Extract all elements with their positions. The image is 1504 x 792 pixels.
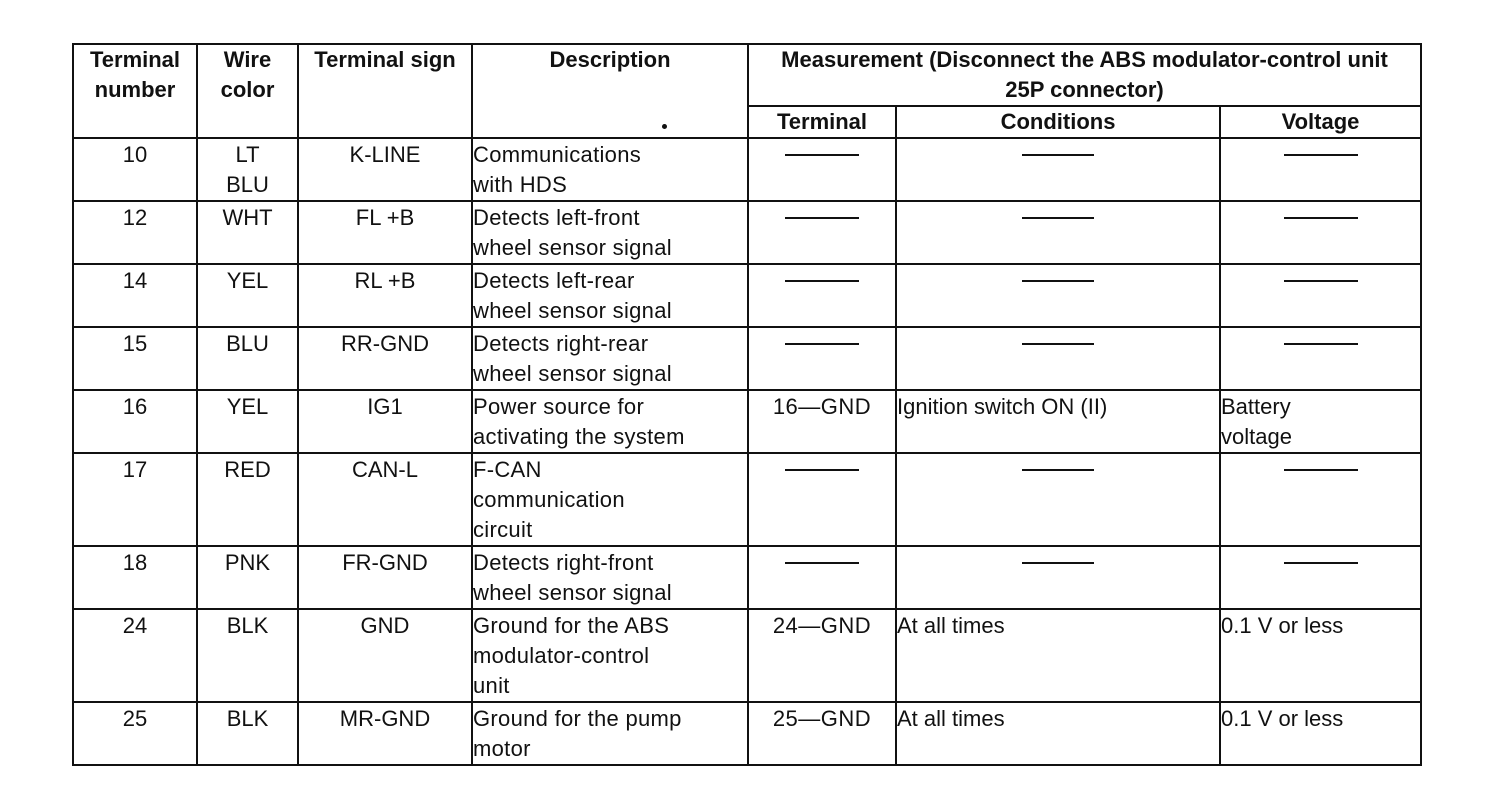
measure-voltage-empty <box>1220 327 1421 390</box>
header-description-text: Description <box>549 47 671 72</box>
description: F-CAN communication circuit <box>472 453 748 546</box>
table-row <box>73 264 1421 327</box>
measure-voltage: 0.1 V or less <box>1220 609 1421 702</box>
scan-speck <box>662 124 667 129</box>
table-row <box>73 138 1421 201</box>
subheader-terminal <box>748 106 896 138</box>
not-applicable-dash <box>1022 343 1094 345</box>
terminal-number: 12 <box>73 201 197 264</box>
terminal-number: 15 <box>73 327 197 390</box>
not-applicable-dash <box>785 217 859 219</box>
table-row <box>73 201 1421 264</box>
measure-terminal: 25—GND <box>748 702 896 765</box>
not-applicable-dash <box>1022 217 1094 219</box>
not-applicable-dash <box>785 343 859 345</box>
measure-voltage-empty <box>1220 201 1421 264</box>
measure-conditions-empty <box>896 138 1220 201</box>
wire-color: YEL <box>197 390 298 453</box>
terminal-number: 16 <box>73 390 197 453</box>
wire-color: PNK <box>197 546 298 609</box>
wire-color: BLK <box>197 609 298 702</box>
measure-voltage-empty <box>1220 264 1421 327</box>
measure-terminal-empty <box>748 138 896 201</box>
description: Detects right-front wheel sensor signal <box>472 546 748 609</box>
not-applicable-dash <box>1284 343 1358 345</box>
subheader-conditions <box>896 106 1220 138</box>
measure-terminal-empty <box>748 327 896 390</box>
not-applicable-dash <box>1284 280 1358 282</box>
terminal-number: 24 <box>73 609 197 702</box>
terminal-sign: RL +B <box>298 264 472 327</box>
terminal-sign: GND <box>298 609 472 702</box>
measure-terminal-empty <box>748 264 896 327</box>
terminal-sign: FL +B <box>298 201 472 264</box>
terminal-sign: MR-GND <box>298 702 472 765</box>
wire-color: BLK <box>197 702 298 765</box>
measure-voltage-empty <box>1220 546 1421 609</box>
measure-terminal-empty <box>748 201 896 264</box>
not-applicable-dash <box>785 469 859 471</box>
description: Power source for activating the system <box>472 390 748 453</box>
terminal-number: 18 <box>73 546 197 609</box>
header-terminal-number-text: Terminal number <box>89 47 181 102</box>
terminal-sign: K-LINE <box>298 138 472 201</box>
measure-voltage-empty <box>1220 138 1421 201</box>
description: Communications with HDS <box>472 138 748 201</box>
table-row <box>73 390 1421 453</box>
subheader-voltage-text: Voltage <box>1281 109 1360 134</box>
header-terminal-sign <box>298 44 472 138</box>
measure-voltage-empty <box>1220 453 1421 546</box>
measure-terminal: 24—GND <box>748 609 896 702</box>
table-row <box>73 702 1421 765</box>
wire-color: RED <box>197 453 298 546</box>
wire-color: WHT <box>197 201 298 264</box>
not-applicable-dash <box>785 280 859 282</box>
terminal-sign: RR-GND <box>298 327 472 390</box>
header-wire-color-text: Wire color <box>220 47 275 102</box>
measure-voltage: Battery voltage <box>1220 390 1421 453</box>
not-applicable-dash <box>1022 562 1094 564</box>
not-applicable-dash <box>785 562 859 564</box>
measure-voltage: 0.1 V or less <box>1220 702 1421 765</box>
wire-color: YEL <box>197 264 298 327</box>
measure-conditions-empty <box>896 201 1220 264</box>
table-row <box>73 609 1421 702</box>
measure-conditions-empty <box>896 264 1220 327</box>
subheader-terminal-text: Terminal <box>776 109 868 134</box>
description: Detects left-front wheel sensor signal <box>472 201 748 264</box>
header-terminal-sign-text: Terminal sign <box>314 47 456 72</box>
subheader-voltage <box>1220 106 1421 138</box>
measure-terminal-empty <box>748 453 896 546</box>
description: Detects right-rear wheel sensor signal <box>472 327 748 390</box>
not-applicable-dash <box>1022 154 1094 156</box>
not-applicable-dash <box>785 154 859 156</box>
measure-terminal: 16—GND <box>748 390 896 453</box>
abs-terminal-table <box>72 43 1422 766</box>
not-applicable-dash <box>1284 217 1358 219</box>
table-row <box>73 327 1421 390</box>
terminal-sign: FR-GND <box>298 546 472 609</box>
terminal-number: 10 <box>73 138 197 201</box>
description: Ground for the pump motor <box>472 702 748 765</box>
header-wire-color <box>197 44 298 138</box>
not-applicable-dash <box>1284 469 1358 471</box>
not-applicable-dash <box>1022 280 1094 282</box>
wire-color: BLU <box>197 327 298 390</box>
table-row <box>73 453 1421 546</box>
header-description <box>472 44 748 138</box>
measure-conditions-empty <box>896 327 1220 390</box>
measure-conditions: Ignition switch ON (II) <box>896 390 1220 453</box>
description: Detects left-rear wheel sensor signal <box>472 264 748 327</box>
description: Ground for the ABS modulator-control unit <box>472 609 748 702</box>
measure-conditions-empty <box>896 546 1220 609</box>
not-applicable-dash <box>1022 469 1094 471</box>
terminal-sign: CAN-L <box>298 453 472 546</box>
measure-terminal-empty <box>748 546 896 609</box>
measure-conditions-empty <box>896 453 1220 546</box>
header-measurement-text: Measurement (Disconnect the ABS modulator-control unit 25P connector) <box>781 47 1388 102</box>
header-measurement <box>748 44 1421 106</box>
terminal-sign: IG1 <box>298 390 472 453</box>
terminal-number: 14 <box>73 264 197 327</box>
wire-color: LT BLU <box>197 138 298 201</box>
measure-conditions: At all times <box>896 702 1220 765</box>
table-row <box>73 546 1421 609</box>
terminal-number: 25 <box>73 702 197 765</box>
terminal-number: 17 <box>73 453 197 546</box>
subheader-conditions-text: Conditions <box>1000 109 1116 134</box>
header-terminal-number <box>73 44 197 138</box>
not-applicable-dash <box>1284 154 1358 156</box>
not-applicable-dash <box>1284 562 1358 564</box>
measure-conditions: At all times <box>896 609 1220 702</box>
